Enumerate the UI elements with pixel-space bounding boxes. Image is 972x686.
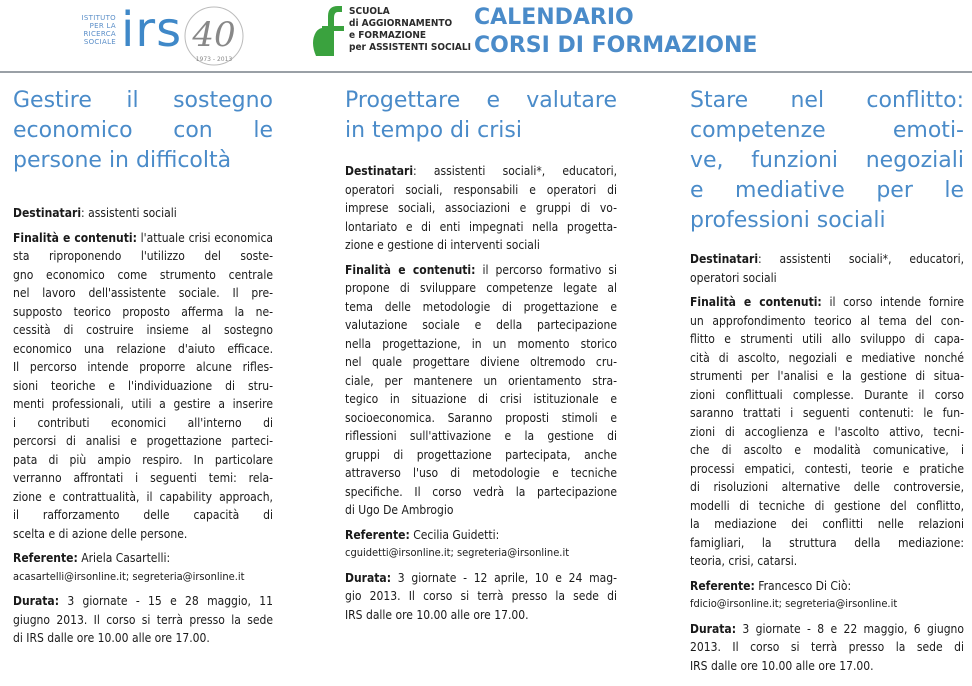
referente-line — [345, 526, 617, 545]
destinatari-label: Destinatari — [345, 164, 414, 178]
course-title — [13, 86, 273, 176]
finalita-text: teoria, crisi, catarsi. — [690, 554, 798, 568]
finalita-line — [690, 552, 964, 571]
referente-name: Francesco Di Ciò: — [754, 578, 852, 593]
destinatari-label: Destinatari — [690, 252, 759, 266]
finalita-text: Il percorso intende proporre alcune rifles- — [13, 360, 273, 374]
course-title-line: in tempo di crisi — [345, 118, 522, 143]
finalita-text: nel lavoro dell'assistente sociale. Il pre- — [13, 286, 273, 300]
finalita-paragraph — [690, 293, 964, 571]
finalita-line — [13, 266, 273, 285]
finalita-text: attraverso l'uso di metodologie e tecniche — [345, 466, 617, 480]
course-column — [690, 86, 964, 675]
finalita-line — [690, 367, 964, 386]
destinatari-line — [345, 181, 617, 200]
finalita-text: che di ascolto e modalità comunicative, i — [690, 443, 964, 457]
finalita-line — [13, 321, 273, 340]
finalita-paragraph — [345, 261, 617, 520]
irs-caption-line: RICERCA — [83, 30, 116, 38]
course-title-line: economico con le — [13, 118, 273, 143]
finalita-line — [690, 478, 964, 497]
finalita-line — [13, 488, 273, 507]
destinatari-text: operatori sociali — [690, 270, 777, 285]
finalita-line — [690, 404, 964, 423]
finalita-text: sta riproponendo l'utilizzo del soste- — [13, 249, 273, 263]
finalita-line — [690, 423, 964, 442]
finalita-text: verranno affrontati i seguenti temi: rela- — [13, 471, 273, 485]
destinatari-text: zione e gestione di interventi sociali — [345, 238, 540, 252]
finalita-text: menti professionali, utili a gestire a inserire — [13, 397, 273, 411]
finalita-line — [345, 353, 617, 372]
course-title-line: professioni sociali — [690, 208, 886, 233]
finalita-text: strumenti per l'analisi e la gestione di situa- — [690, 369, 964, 383]
finalita-line — [345, 390, 617, 409]
finalita-text: propone di sviluppare competenze legate al — [345, 281, 617, 295]
durata-line — [345, 569, 617, 588]
saf-logo-icon — [306, 2, 346, 60]
destinatari-line — [345, 236, 617, 255]
finalita-line — [690, 386, 964, 405]
finalita-text: zioni conflittuali complesse. Durante il corso — [690, 387, 964, 402]
finalita-line — [345, 446, 617, 465]
finalita-text: sioni teoriche e l'individuazione di stru- — [13, 378, 273, 393]
finalita-line — [690, 497, 964, 516]
finalita-text: cessità di costruire insieme al sostegno — [13, 323, 273, 337]
destinatari-text: lontariato e di enti impegnati nella progetta- — [345, 219, 617, 234]
irs-caption-line: SOCIALE — [83, 38, 116, 46]
finalita-text: di risoluzioni alternative delle controversie, — [690, 480, 964, 494]
destinatari-line — [345, 218, 617, 237]
finalita-line — [13, 340, 273, 359]
finalita-text: cità di ascolto, negoziali e mediative nonché — [690, 350, 964, 365]
finalita-line — [13, 303, 273, 322]
course-column — [13, 86, 273, 648]
course-title-line: competenze emoti- — [690, 118, 964, 143]
finalita-text: il percorso formativo si — [475, 262, 617, 277]
finalita-line — [690, 441, 964, 460]
finalita-line — [13, 506, 273, 525]
destinatari-paragraph — [690, 250, 964, 287]
destinatari-line — [13, 204, 273, 223]
finalita-line — [13, 395, 273, 414]
finalita-text: gruppi di progettazione partecipata, anche — [345, 447, 617, 462]
irs-logo: irs — [121, 2, 183, 58]
finalita-line — [345, 501, 617, 520]
finalita-label: Finalità e contenuti: — [690, 295, 822, 309]
referente-label: Referente: — [690, 578, 755, 593]
finalita-line — [13, 451, 273, 470]
durata-text: gio 2013. Il corso si terrà presso la sede di — [345, 589, 617, 603]
destinatari-text: operatori sociali, responsabili e operatori di — [345, 182, 617, 197]
finalita-line — [345, 427, 617, 446]
finalita-text: la mediazione dei conflitti nelle relazioni — [690, 517, 964, 531]
course-title-line: Stare nel conflitto: — [690, 88, 964, 113]
finalita-text: un approfondimento teorico al tema del con- — [690, 313, 964, 328]
saf-logo-text — [349, 6, 471, 54]
finalita-text: riflessioni sull'attivazione e la gestione di — [345, 429, 617, 443]
durata-line — [690, 620, 964, 639]
destinatari-line — [690, 250, 964, 269]
finalita-line — [345, 298, 617, 317]
course-column — [345, 86, 617, 624]
destinatari-text: : assistenti sociali*, educatori, — [413, 164, 617, 178]
finalita-line — [690, 460, 964, 479]
finalita-line — [13, 229, 273, 248]
durata-line — [13, 611, 273, 630]
referente-email: cguidetti@irsonline.it; segreteria@irsonline.it — [345, 546, 570, 559]
referente-name: Cecilia Guidetti: — [409, 527, 500, 542]
referente-line — [690, 577, 964, 596]
finalita-text: supposto teorico proposto afferma la ne- — [13, 304, 273, 319]
finalita-line — [345, 409, 617, 428]
finalita-text: pata di più ampio respiro. In particolare — [13, 452, 273, 467]
finalita-text: saranno trattati i seguenti contenuti: le fun- — [690, 406, 964, 420]
destinatari-line — [690, 269, 964, 288]
finalita-text: tema delle metodologie di progettazione e — [345, 299, 617, 314]
finalita-text: processi empatici, contesti, teorie e pratiche — [690, 461, 964, 476]
referente-paragraph — [345, 526, 617, 563]
finalita-text: flitto e strumenti utili allo sviluppo di capa- — [690, 332, 964, 346]
destinatari-paragraph — [13, 204, 273, 223]
finalita-text: di Ugo De Ambrogio — [345, 503, 454, 517]
durata-line — [345, 606, 617, 625]
finalita-line — [690, 293, 964, 312]
finalita-paragraph — [13, 229, 273, 544]
finalita-text: ciale, per mantenere un orientamento stra- — [345, 373, 617, 388]
course-title-line: e mediative per le — [690, 178, 964, 203]
destinatari-text: : assistenti sociali*, educatori, — [758, 252, 964, 266]
referente-email: fdicio@irsonline.it; segreteria@irsonline.it — [690, 597, 898, 610]
durata-label: Durata: — [13, 594, 60, 608]
referente-paragraph — [13, 549, 273, 586]
finalita-line — [13, 414, 273, 433]
finalita-line — [345, 483, 617, 502]
seal-years: 1973 - 2013 — [195, 56, 233, 63]
saf-line: SCUOLA — [349, 6, 390, 17]
header — [0, 0, 972, 72]
referente-email: acasartelli@irsonline.it; segreteria@irsonline.it — [13, 569, 245, 583]
irs-logo-caption — [72, 14, 116, 46]
finalita-text: economico una relazione d'aiuto efficace. — [13, 341, 273, 356]
finalita-line — [690, 312, 964, 331]
durata-text: IRS dalle ore 10.00 alle ore 17.00. — [345, 607, 529, 622]
destinatari-paragraph — [345, 162, 617, 255]
durata-text: 2013. Il corso si terrà presso la sede di — [690, 640, 964, 654]
finalita-line — [13, 432, 273, 451]
durata-label: Durata: — [345, 570, 392, 585]
destinatari-text: : assistenti sociali — [81, 206, 177, 220]
durata-text: IRS dalle ore 10.00 alle ore 17.00. — [690, 658, 874, 673]
finalita-text: valutazione sociale e della partecipazione — [345, 318, 617, 332]
finalita-line — [345, 279, 617, 298]
finalita-line — [690, 534, 964, 553]
finalita-line — [13, 469, 273, 488]
durata-line — [13, 629, 273, 648]
finalita-line — [13, 525, 273, 544]
page-title-line: CORSI DI FORMAZIONE — [474, 33, 758, 58]
referente-name: Ariela Casartelli: — [77, 551, 171, 565]
finalita-text: scelta e di azione delle persone. — [13, 526, 188, 541]
destinatari-line — [345, 199, 617, 218]
finalita-line — [13, 358, 273, 377]
finalita-text: tegico in situazione di crisi istituzionale e — [345, 392, 617, 406]
finalita-text: percorsi di analisi e progettazione parteci- — [13, 434, 273, 448]
finalita-text: famigliari, la struttura della mediazione: — [690, 535, 964, 550]
durata-text: 3 giornate - 12 aprile, 10 e 24 mag- — [391, 570, 617, 585]
finalita-line — [345, 335, 617, 354]
saf-line: per ASSISTENTI SOCIALI — [349, 42, 471, 53]
saf-line: e FORMAZIONE — [349, 30, 427, 41]
seal-number: 40 — [192, 15, 236, 55]
durata-line — [345, 587, 617, 606]
page-title-line: CALENDARIO — [474, 5, 634, 30]
durata-paragraph — [13, 592, 273, 648]
destinatari-label: Destinatari — [13, 206, 82, 220]
finalita-text: l'attuale crisi economica — [136, 230, 273, 245]
saf-line: di AGGIORNAMENTO — [349, 18, 453, 29]
irs-caption-line: ISTITUTO — [81, 14, 116, 22]
finalita-line — [345, 261, 617, 280]
referente-line — [13, 549, 273, 568]
finalita-text: zione e contrattualità, il capability approach, — [13, 489, 273, 504]
referente-paragraph — [690, 577, 964, 614]
course-title-line: Progettare e valutare — [345, 88, 617, 113]
finalita-text: gno economico come strumento centrale — [13, 267, 273, 282]
finalita-line — [690, 515, 964, 534]
finalita-label: Finalità e contenuti: — [345, 262, 476, 277]
finalita-line — [345, 464, 617, 483]
finalita-line — [13, 284, 273, 303]
durata-line — [690, 657, 964, 676]
header-divider — [0, 71, 972, 73]
course-title — [345, 86, 617, 146]
finalita-label: Finalità e contenuti: — [13, 230, 137, 245]
referente-label: Referente: — [345, 527, 410, 542]
destinatari-text: imprese sociali, associazioni e gruppi di vo- — [345, 201, 617, 215]
finalita-text: modelli di tecniche di gestione del conflitto, — [690, 498, 964, 513]
course-title-line: Gestire il sostegno — [13, 88, 273, 113]
finalita-line — [345, 316, 617, 335]
durata-line — [13, 592, 273, 611]
finalita-line — [690, 349, 964, 368]
referente-label: Referente: — [13, 551, 78, 565]
finalita-line — [690, 330, 964, 349]
durata-line — [690, 638, 964, 657]
finalita-text: i contributi economici all'interno di — [13, 415, 273, 430]
finalita-text: nella progettazione, in un momento storico — [345, 336, 617, 351]
finalita-text: il rafforzamento delle capacità di — [13, 508, 273, 522]
durata-label: Durata: — [690, 621, 737, 636]
finalita-line — [13, 377, 273, 396]
durata-text: 3 giornate - 8 e 22 maggio, 6 giugno — [736, 621, 964, 636]
finalita-text: nel quale progettare diviene oltremodo cru- — [345, 355, 617, 369]
durata-text: giugno 2013. Il corso si terrà presso la sede — [13, 612, 273, 627]
course-title — [690, 86, 964, 236]
finalita-text: zioni di accoglienza e l'ascolto attivo, tecni- — [690, 424, 964, 439]
finalita-text: socioeconomica. Saranno proposti stimoli e — [345, 410, 617, 425]
durata-paragraph — [690, 620, 964, 676]
durata-text: di IRS dalle ore 10.00 alle ore 17.00. — [13, 631, 210, 645]
finalita-text: specifiche. Il corso vedrà la partecipazione — [345, 484, 617, 499]
course-title-line: ve, funzioni negoziali — [690, 148, 964, 173]
finalita-text: il corso intende fornire — [821, 295, 964, 309]
durata-text: 3 giornate - 15 e 28 maggio, 11 — [59, 594, 273, 608]
anniversary-seal — [178, 4, 250, 68]
finalita-line — [345, 372, 617, 391]
durata-paragraph — [345, 569, 617, 625]
course-title-line: persone in difficoltà — [13, 148, 232, 173]
destinatari-line — [345, 162, 617, 181]
irs-caption-line: PER LA — [89, 22, 116, 30]
page-title — [474, 4, 757, 60]
finalita-line — [13, 247, 273, 266]
